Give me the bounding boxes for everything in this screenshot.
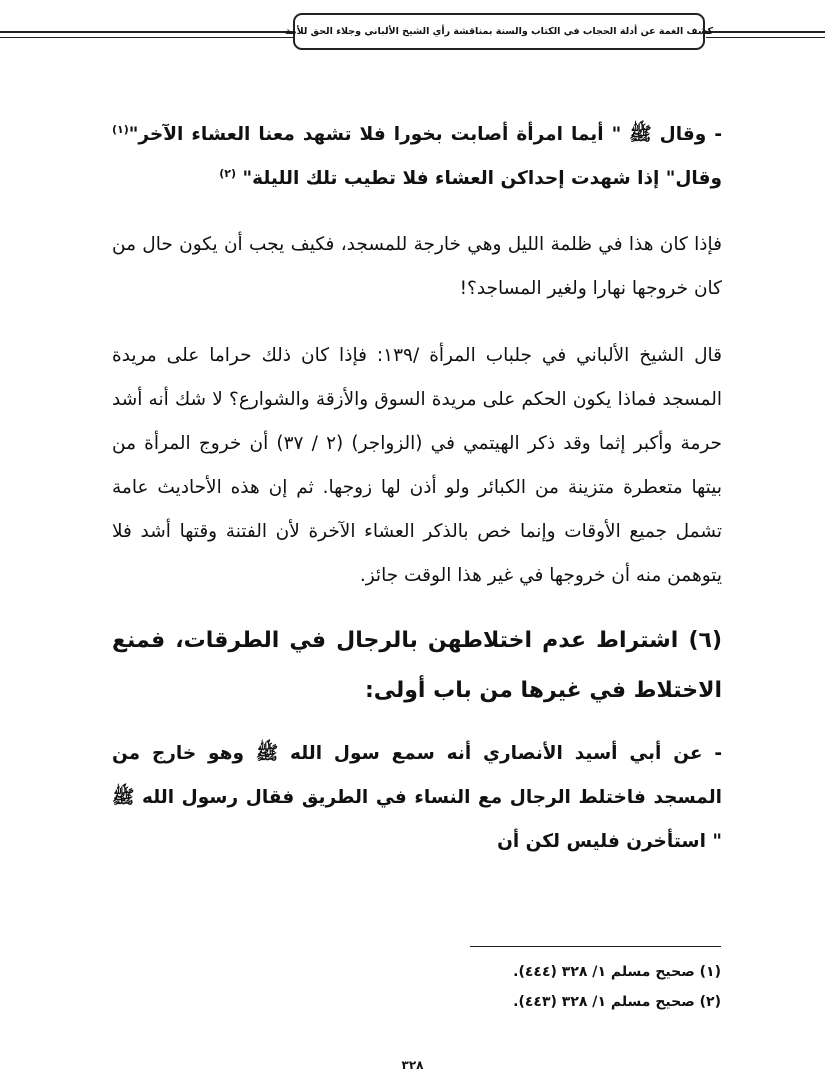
header-rule-left <box>0 31 294 33</box>
running-header <box>284 13 714 50</box>
footnote-ref-1[interactable]: (١) <box>112 122 129 136</box>
paragraph-3 <box>112 334 722 598</box>
hadith-2-text <box>112 732 722 864</box>
hadith-text-part-c: وقال" إذا شهدت إحداكن <box>494 168 722 189</box>
section-heading-text: (٦) اشتراط عدم اختلاطهن بالرجال في الطرقات، فمنع الاختلاط في غيرها من باب أولى: <box>112 628 722 703</box>
hadith-2-bold-quote: " استأخرن فليس لكن أن <box>497 831 722 852</box>
hadith-text-part-d: فلا تطيب تلك الليلة" <box>236 168 436 189</box>
footnote-separator <box>470 946 721 947</box>
header-rule-right <box>706 31 825 33</box>
hadith-bold-isha-2: العشاء <box>435 168 495 189</box>
hadith-bold-isha-1: العشاء <box>191 124 251 145</box>
footnotes <box>400 957 721 1017</box>
paragraph-3-text: قال الشيخ الألباني في جلباب المرأة /١٣٩: فإذا كان ذلك حراما على مريدة المسجد فماذا يكون الحكم على مريدة السوق والأزقة والشوارع؟ لا شك أنه أشد حرمة وأكبر إثما وقد ذكر الهيتمي في (الزواجر) (٢ / ٣٧) أن خروج المرأة من بيتها متعطرة متزينة من الكبائر ولو أذن لها زوجها. ثم إن هذه الأحاديث عامة تشمل جميع الأوقات وإنما خص بالذكر العشاء الآخرة لأن الفتنة وقتها أشد فلا يتوهمن منه أن خروجها في غير هذا الوقت جائز. <box>112 345 722 586</box>
section-heading-6 <box>112 616 722 716</box>
paragraph-2 <box>112 223 722 311</box>
footnote-2: (٢) صحيح مسلم ١/ ٣٢٨ (٤٤٣). <box>513 994 721 1010</box>
footnote-1: (١) صحيح مسلم ١/ ٣٢٨ (٤٤٤). <box>513 964 721 980</box>
footnote-ref-2[interactable]: (٢) <box>219 166 237 180</box>
paragraph-2-text: فإذا كان هذا في ظلمة الليل وهي خارجة للمسجد، فكيف يجب أن يكون حال من كان خروجها نهارا ولغير المساجد؟! <box>112 234 722 299</box>
hadith-text-part-b: الآخر" <box>128 124 192 145</box>
hadith-paragraph-2 <box>112 732 722 864</box>
running-header-title: كشف الغمة عن أدلة الحجاب في الكتاب والسنة بمناقشة رأي الشيخ الألباني وجلاء الحق للأمة <box>284 26 714 37</box>
hadith-paragraph-1 <box>112 113 722 201</box>
hadith-2-part-a: - عن أبي أسيد الأنصاري أنه سمع سول الله ﷺ وهو خارج من المسجد فاختلط الرجال مع النساء في الطريق فقال رسول الله ﷺ <box>112 743 722 808</box>
page-number: ٣٢٨ <box>401 1058 424 1072</box>
hadith-text-part-a: - وقال ﷺ " أيما امرأة أصابت بخورا فلا تشهد معنا <box>250 124 722 145</box>
hadith-text <box>112 113 722 201</box>
